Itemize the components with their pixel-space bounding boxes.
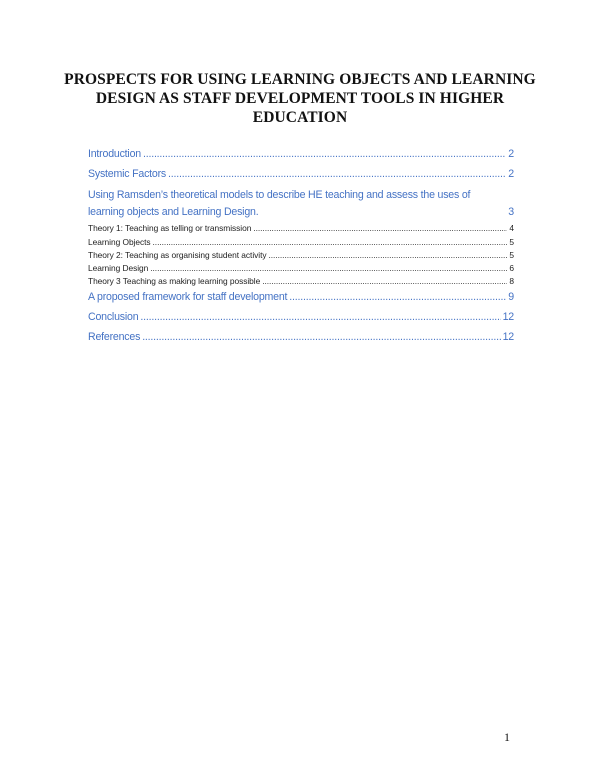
toc-entry-learning-design[interactable] xyxy=(88,263,514,273)
toc-leader-dots xyxy=(142,331,500,343)
toc-page-number: 2 xyxy=(508,148,514,160)
toc-label: A proposed framework for staff development xyxy=(88,291,288,303)
toc-page-number: 5 xyxy=(509,237,514,247)
toc-label: Theory 2: Teaching as organising student activity xyxy=(88,250,267,260)
toc-entry-conclusion[interactable] xyxy=(88,311,514,323)
toc-entry-systemic-factors[interactable] xyxy=(88,168,514,180)
toc-leader-dots xyxy=(150,263,507,273)
toc-leader-dots xyxy=(168,168,506,180)
toc-entry-references[interactable] xyxy=(88,331,514,343)
toc-leader-dots xyxy=(253,223,507,233)
toc-page-number: 3 xyxy=(508,206,514,218)
toc-label: Learning Design xyxy=(88,263,149,273)
toc-label: Learning Objects xyxy=(88,237,151,247)
toc-leader-dots xyxy=(153,237,508,247)
toc-label: References xyxy=(88,331,141,343)
toc-page-number: 2 xyxy=(508,168,514,180)
toc-entry-ramsden[interactable] xyxy=(88,187,514,221)
toc-entry-learning-objects[interactable] xyxy=(88,237,514,247)
toc-label-line-2: learning objects and Learning Design. xyxy=(88,206,259,218)
toc-leader-dots xyxy=(262,276,507,286)
toc-page-number: 4 xyxy=(509,223,514,233)
toc-label: Introduction xyxy=(88,148,141,160)
toc-leader-dots xyxy=(289,291,506,303)
toc-entry-theory-3[interactable] xyxy=(88,276,514,286)
page-number: 1 xyxy=(504,730,510,744)
document-title: PROSPECTS FOR USING LEARNING OBJECTS AND LEARNING DESIGN AS STAFF DEVELOPMENT TOOLS IN HIGHER EDUCATION xyxy=(64,71,536,126)
toc-label: Systemic Factors xyxy=(88,168,167,180)
toc-label-line-2-row xyxy=(88,204,514,221)
toc-page-number: 6 xyxy=(509,263,514,273)
toc-page-number: 12 xyxy=(502,331,514,343)
toc-page-number: 9 xyxy=(508,291,514,303)
toc-label: Theory 1: Teaching as telling or transmission xyxy=(88,223,252,233)
toc-label: Theory 3 Teaching as making learning possible xyxy=(88,276,261,286)
toc-entry-theory-2[interactable] xyxy=(88,250,514,260)
toc-page-number: 12 xyxy=(502,311,514,323)
toc-leader-dots xyxy=(140,311,500,323)
toc-leader-dots xyxy=(269,250,508,260)
toc-page-number: 5 xyxy=(509,250,514,260)
toc-entry-introduction[interactable] xyxy=(88,148,514,160)
toc-leader-dots xyxy=(143,148,506,160)
toc-page-number: 8 xyxy=(509,276,514,286)
toc-label: Conclusion xyxy=(88,311,139,323)
toc-label-line-1: Using Ramsden’s theoretical models to describe HE teaching and assess the uses of xyxy=(88,189,471,201)
toc-entry-framework[interactable] xyxy=(88,291,514,303)
toc-entry-theory-1[interactable] xyxy=(88,223,514,233)
